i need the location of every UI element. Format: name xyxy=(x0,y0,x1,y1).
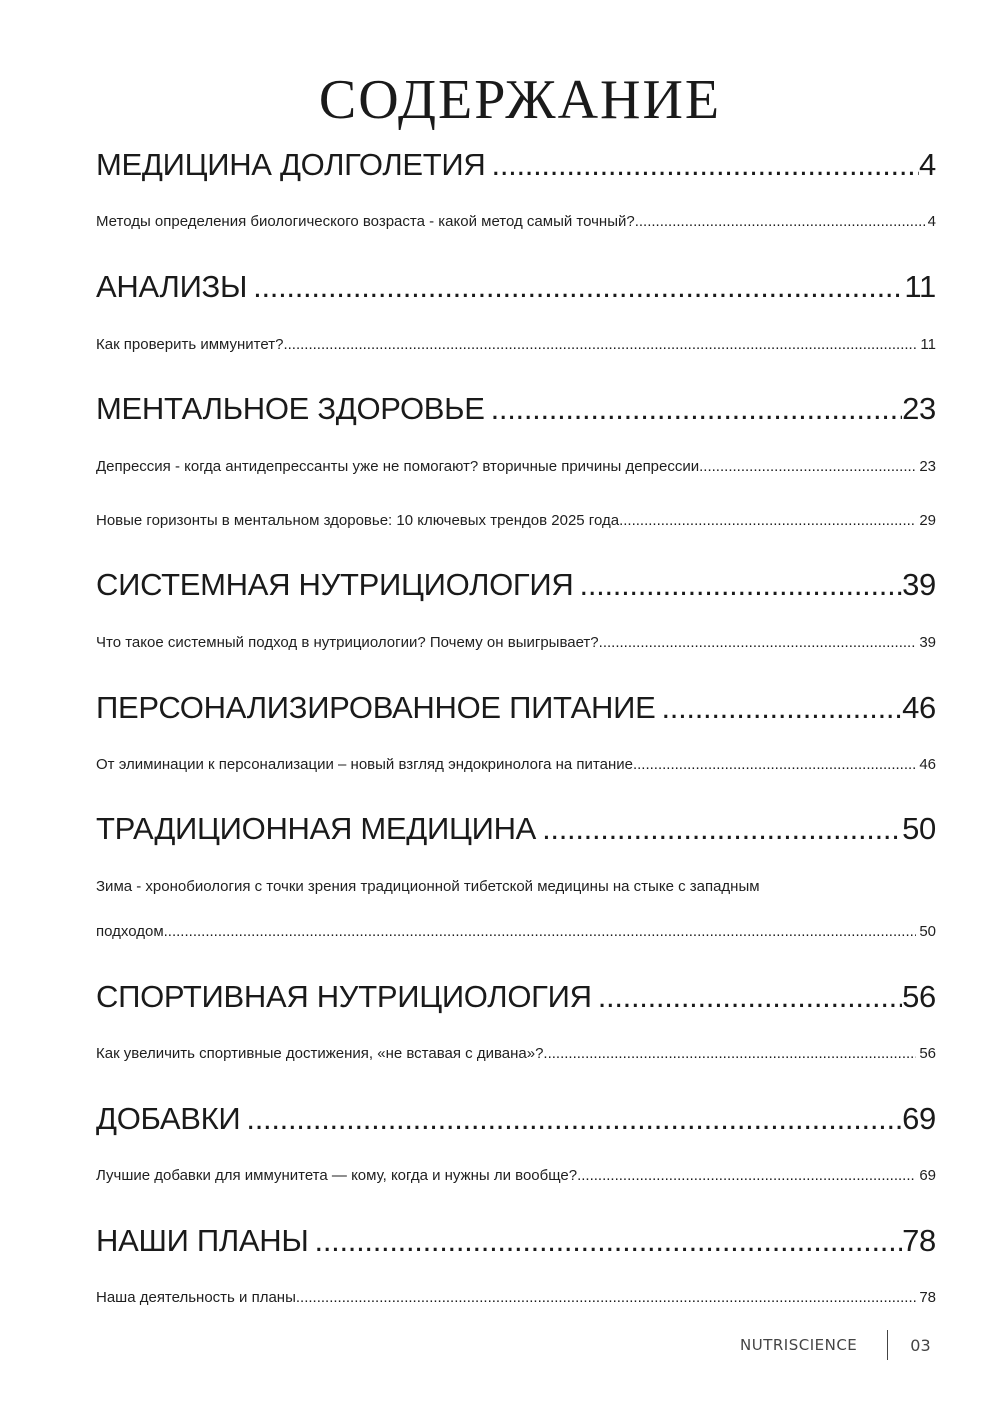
section-title: ДОБАВКИ xyxy=(96,1101,241,1136)
entry-page-number: 69 xyxy=(919,1167,936,1184)
section-title: СИСТЕМНАЯ НУТРИЦИОЛОГИЯ xyxy=(96,567,574,602)
toc-entry[interactable] xyxy=(96,755,936,775)
toc-entry[interactable] xyxy=(96,1044,936,1064)
dot-leader xyxy=(577,1166,916,1186)
dot-leader xyxy=(296,1288,916,1308)
section-page-number: 50 xyxy=(902,811,936,846)
dot-leader xyxy=(633,755,916,775)
dot-leader xyxy=(491,384,903,434)
toc-section-our-plans[interactable] xyxy=(96,1216,936,1266)
dot-leader xyxy=(283,335,917,355)
toc-entry[interactable] xyxy=(96,212,936,232)
entry-page-number: 23 xyxy=(919,458,936,475)
dot-leader xyxy=(253,262,904,312)
entry-title: Как увеличить спортивные достижения, «не вставая с дивана»? xyxy=(96,1045,544,1062)
entry-title: Методы определения биологического возраста - какой метод самый точный? xyxy=(96,213,635,230)
page-title: СОДЕРЖАНИЕ xyxy=(318,69,722,131)
dot-leader xyxy=(164,922,917,942)
toc-entry-first-line[interactable]: Зима - хронобиология с точки зрения традиционной тибетской медицины на стыке с западным xyxy=(96,878,760,895)
toc-entry[interactable] xyxy=(96,922,936,942)
dot-leader xyxy=(542,804,902,854)
entry-page-number: 29 xyxy=(919,512,936,529)
toc-entry[interactable] xyxy=(96,335,936,355)
entry-title: От элиминации к персонализации – новый взгляд эндокринолога на питание xyxy=(96,756,633,773)
dot-leader xyxy=(661,683,902,733)
section-page-number: 46 xyxy=(902,690,936,725)
entry-title: Наша деятельность и планы xyxy=(96,1289,296,1306)
dot-leader xyxy=(635,212,925,232)
toc-entry[interactable] xyxy=(96,1288,936,1308)
dot-leader xyxy=(543,1044,916,1064)
entry-page-number: 11 xyxy=(920,336,936,353)
entry-title: Как проверить иммунитет? xyxy=(96,336,284,353)
section-title: АНАЛИЗЫ xyxy=(96,269,248,304)
section-title: МЕДИЦИНА ДОЛГОЛЕТИЯ xyxy=(96,147,486,182)
entry-title: Что такое системный подход в нутрициологии? Почему он выигрывает? xyxy=(96,634,599,651)
dot-leader xyxy=(246,1094,902,1144)
dot-leader xyxy=(598,972,902,1022)
dot-leader xyxy=(315,1216,903,1266)
toc-entry[interactable] xyxy=(96,1166,936,1186)
footer-divider xyxy=(887,1330,888,1360)
entry-title: Новые горизонты в ментальном здоровье: 10 ключевых трендов 2025 года xyxy=(96,512,620,529)
dot-leader xyxy=(580,560,903,610)
section-page-number: 69 xyxy=(902,1101,936,1136)
toc-section-traditional-medicine[interactable] xyxy=(96,804,936,854)
toc-entry[interactable] xyxy=(96,511,936,531)
dot-leader xyxy=(619,511,916,531)
section-title: НАШИ ПЛАНЫ xyxy=(96,1223,309,1258)
dot-leader xyxy=(699,457,916,477)
section-page-number: 39 xyxy=(902,567,936,602)
toc-section-supplements[interactable] xyxy=(96,1094,936,1144)
section-page-number: 4 xyxy=(919,147,936,182)
entry-title: подходом xyxy=(96,923,164,940)
brand-name: NUTRISCIENCE xyxy=(740,1336,858,1354)
section-title: СПОРТИВНАЯ НУТРИЦИОЛОГИЯ xyxy=(96,979,592,1014)
section-page-number: 56 xyxy=(902,979,936,1014)
toc-section-analyses[interactable] xyxy=(96,262,936,312)
toc-entry[interactable] xyxy=(96,457,936,477)
toc-section-mental-health[interactable] xyxy=(96,384,936,434)
entry-title: Лучшие добавки для иммунитета — кому, когда и нужны ли вообще? xyxy=(96,1167,578,1184)
entry-page-number: 56 xyxy=(919,1045,936,1062)
section-page-number: 23 xyxy=(902,391,936,426)
entry-page-number: 50 xyxy=(919,923,936,940)
page-number: 03 xyxy=(910,1335,931,1355)
toc-section-systemic-nutrition[interactable] xyxy=(96,560,936,610)
toc-section-sports-nutrition[interactable] xyxy=(96,972,936,1022)
toc-section-longevity-medicine[interactable] xyxy=(96,140,936,190)
entry-page-number: 78 xyxy=(919,1289,936,1306)
section-title: ТРАДИЦИОННАЯ МЕДИЦИНА xyxy=(96,811,537,846)
entry-title: Депрессия - когда антидепрессанты уже не помогают? вторичные причины депрессии xyxy=(96,458,700,475)
page-footer xyxy=(740,1327,931,1363)
section-title: ПЕРСОНАЛИЗИРОВАННОЕ ПИТАНИЕ xyxy=(96,690,656,725)
entry-page-number: 4 xyxy=(927,213,936,230)
section-page-number: 11 xyxy=(904,269,936,304)
toc-section-personalized-nutrition[interactable] xyxy=(96,683,936,733)
dot-leader xyxy=(599,633,917,653)
entry-page-number: 46 xyxy=(919,756,936,773)
section-page-number: 78 xyxy=(902,1223,936,1258)
dot-leader xyxy=(492,140,920,190)
section-title: МЕНТАЛЬНОЕ ЗДОРОВЬЕ xyxy=(96,391,485,426)
toc-entry[interactable] xyxy=(96,633,936,653)
entry-page-number: 39 xyxy=(919,634,936,651)
